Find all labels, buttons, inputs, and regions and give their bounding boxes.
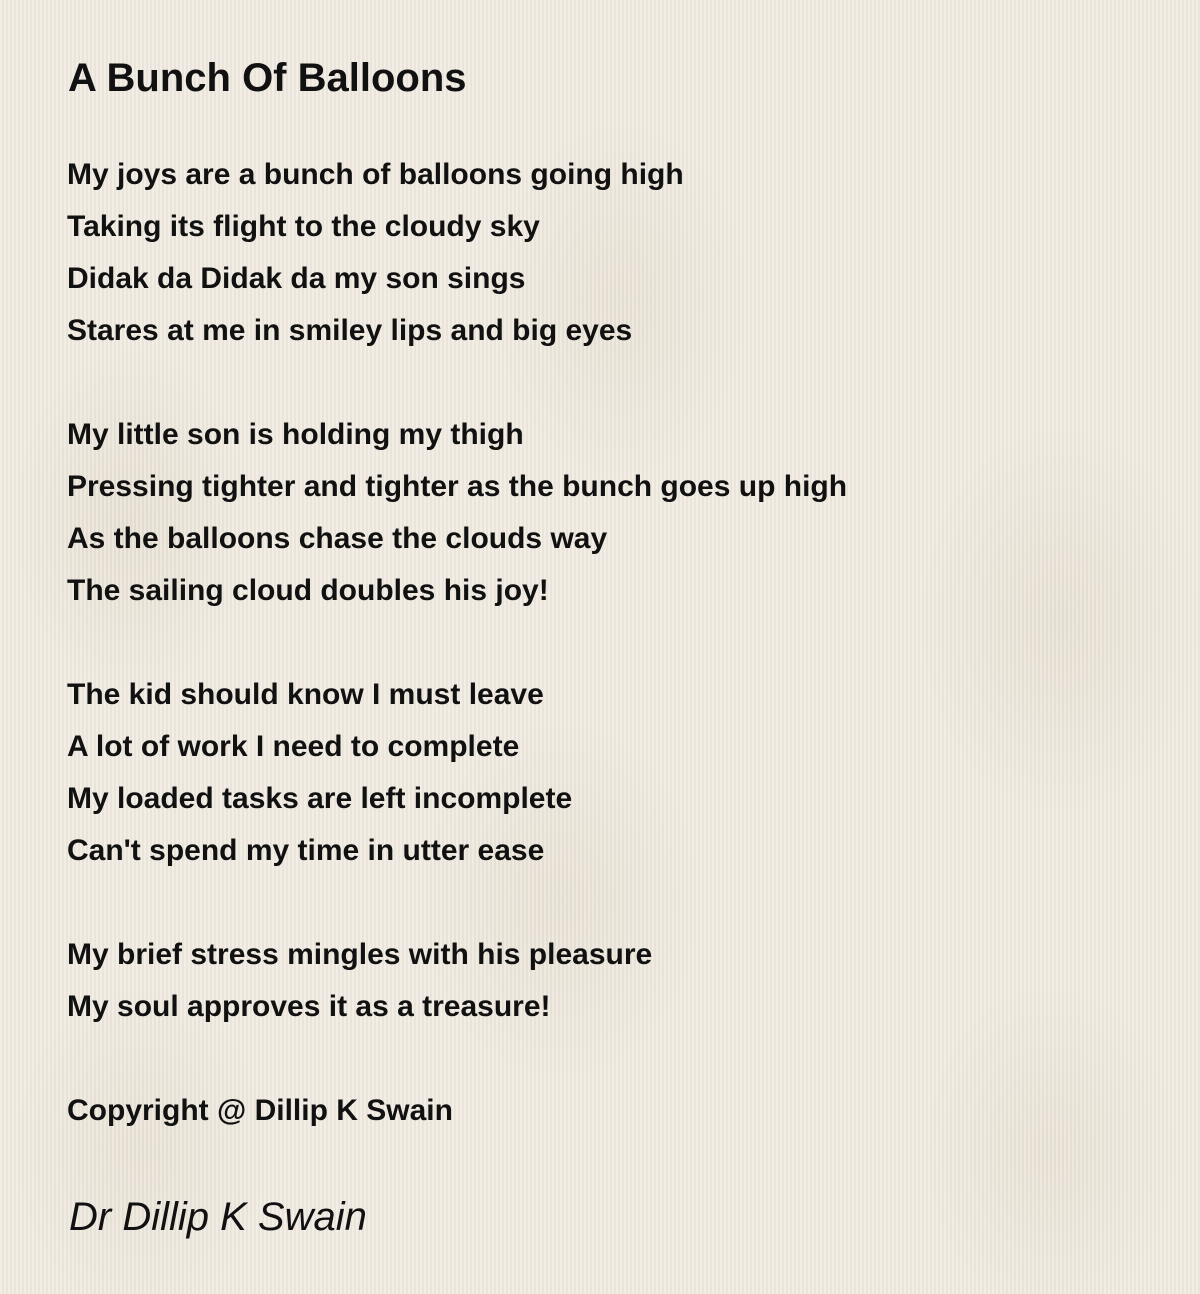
stanza-2 [67, 409, 847, 617]
copyright-notice: Copyright @ Dillip K Swain [67, 1094, 453, 1127]
stanza-1 [67, 149, 847, 357]
poem-line: Pressing tighter and tighter as the bunch goes up high [67, 470, 848, 503]
stanza-4 [67, 929, 847, 1033]
poem-line: Didak da Didak da my son sings [67, 262, 526, 295]
poem-line: My brief stress mingles with his pleasure [67, 938, 653, 971]
stanza-3 [67, 669, 847, 877]
poem-line: Stares at me in smiley lips and big eyes [67, 314, 633, 347]
poem-line: My soul approves it as a treasure! [67, 990, 551, 1023]
poem-line: A lot of work I need to complete [67, 730, 520, 763]
poem-line: As the balloons chase the clouds way [67, 522, 608, 555]
poem-title: A Bunch Of Balloons [68, 56, 467, 100]
poem-line: My loaded tasks are left incomplete [67, 782, 573, 815]
poem-line: The sailing cloud doubles his joy! [67, 574, 549, 607]
poem-line: My joys are a bunch of balloons going high [67, 158, 684, 191]
poem-line: Taking its flight to the cloudy sky [67, 210, 540, 243]
poem-line: My little son is holding my thigh [67, 418, 524, 451]
poem-body [67, 149, 847, 1137]
author-name: Dr Dillip K Swain [69, 1195, 367, 1239]
poem-line: The kid should know I must leave [67, 678, 544, 711]
poem-line: Can't spend my time in utter ease [67, 834, 545, 867]
